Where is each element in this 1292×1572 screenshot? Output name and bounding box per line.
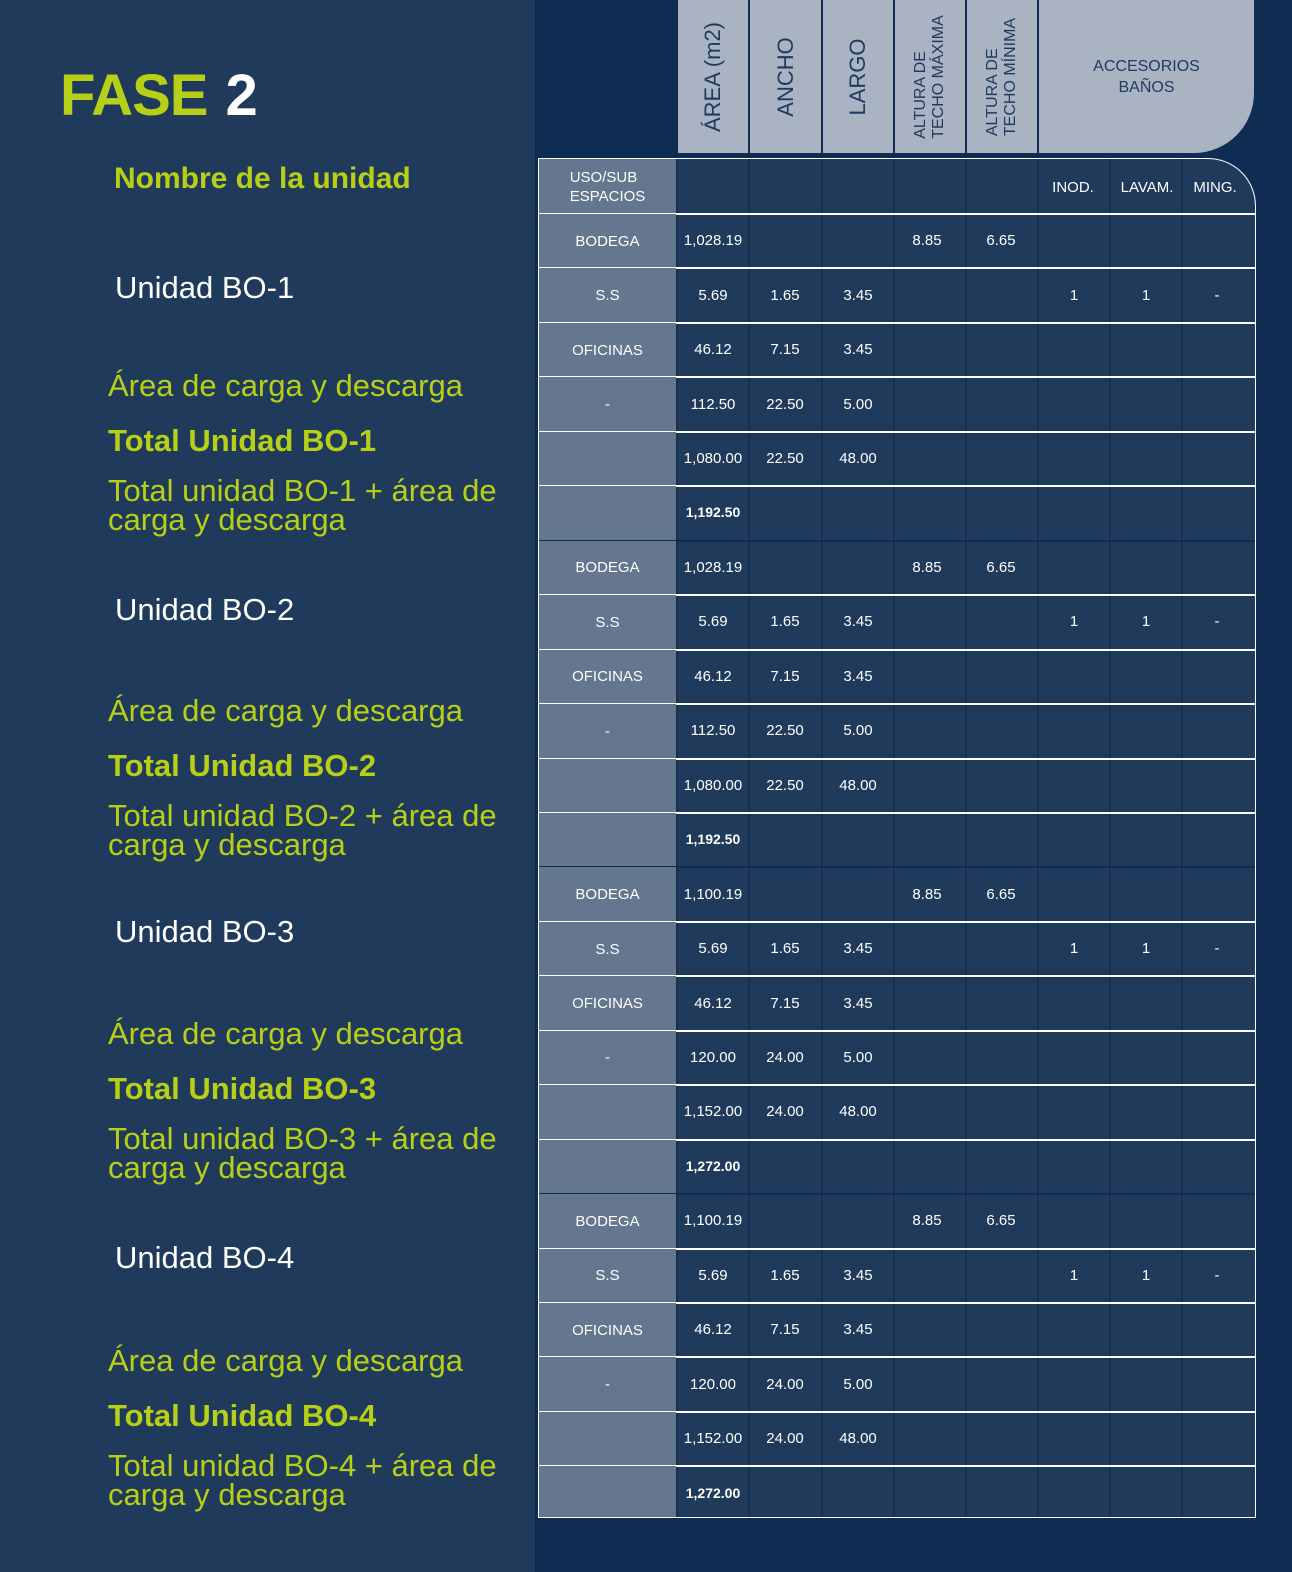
- unit-name: Unidad BO-2: [115, 592, 295, 627]
- cell-largo: 5.00: [843, 1375, 873, 1393]
- cell-largo: 48.00: [839, 776, 877, 794]
- row-label: OFICINAS: [539, 323, 676, 377]
- column-divider: [748, 159, 750, 1517]
- row-label: [539, 759, 676, 813]
- row-label: [539, 486, 676, 540]
- phase-word: FASE: [60, 63, 208, 128]
- row-label: BODEGA: [539, 867, 676, 921]
- cell-hmin: 6.65: [986, 558, 1016, 576]
- unit-total-label: Total Unidad BO-2: [108, 748, 377, 783]
- row-label: OFICINAS: [539, 650, 676, 704]
- cell-area: 46.12: [694, 667, 732, 685]
- cell-largo: 5.00: [843, 395, 873, 413]
- cell-area: 120.00: [690, 1375, 736, 1393]
- row-label: -: [539, 377, 676, 431]
- loading-area-label: Área de carga y descarga: [108, 1016, 463, 1051]
- column-divider: [676, 159, 678, 1517]
- cell-area: 5.69: [698, 286, 728, 304]
- cell-area: 1,028.19: [683, 232, 743, 250]
- cell-area: 46.12: [694, 1321, 732, 1339]
- unit-total-label: Total Unidad BO-3: [108, 1071, 377, 1106]
- cell-area: 1,100.19: [683, 1212, 743, 1230]
- cell-ming: -: [1214, 1266, 1220, 1284]
- cell-largo: 3.45: [843, 667, 873, 685]
- cell-area: 5.69: [698, 940, 728, 958]
- cell-ancho: 22.50: [766, 450, 804, 468]
- row-label: S.S: [539, 1249, 676, 1303]
- unit-total-label: Total Unidad BO-4: [108, 1398, 377, 1433]
- phase-title: [60, 62, 257, 129]
- cell-ancho: 1.65: [770, 1266, 800, 1284]
- cell-area: 5.69: [698, 613, 728, 631]
- row-label: -: [539, 1357, 676, 1411]
- cell-ancho: 24.00: [766, 1048, 804, 1066]
- cell-ancho: 24.00: [766, 1103, 804, 1121]
- column-header-max-height: ALTURA DE TECHO MÁXIMA: [895, 0, 965, 153]
- cell-area: 1,080.00: [683, 450, 743, 468]
- cell-ancho: 22.50: [766, 722, 804, 740]
- phase-number: 2: [225, 63, 257, 128]
- row-label: S.S: [539, 595, 676, 649]
- cell-area: 112.50: [690, 395, 736, 413]
- cell-largo: 3.45: [843, 940, 873, 958]
- row-label: [539, 813, 676, 867]
- cell-area: 5.69: [698, 1266, 728, 1284]
- combined-total-label: Total unidad BO-1 + área de carga y descarga: [108, 473, 497, 537]
- cell-ancho: 7.15: [770, 1321, 800, 1339]
- cell-area: 1,272.00: [685, 1157, 741, 1174]
- column-divider: [1109, 159, 1111, 1517]
- cell-largo: 5.00: [843, 722, 873, 740]
- unit-name: Unidad BO-1: [115, 270, 295, 305]
- column-divider: [893, 159, 895, 1517]
- cell-largo: 48.00: [839, 1103, 877, 1121]
- left-panel: [0, 0, 535, 1572]
- cell-ming: -: [1214, 940, 1220, 958]
- loading-area-label: Área de carga y descarga: [108, 368, 463, 403]
- cell-area: 46.12: [694, 341, 732, 359]
- cell-ancho: 1.65: [770, 613, 800, 631]
- unit-total-label: Total Unidad BO-1: [108, 423, 377, 458]
- cell-ming: -: [1214, 613, 1220, 631]
- combined-total-label: Total unidad BO-2 + área de carga y descarga: [108, 798, 497, 862]
- row-label: BODEGA: [539, 214, 676, 268]
- loading-area-label: Área de carga y descarga: [108, 1343, 463, 1378]
- cell-area: 1,192.50: [685, 504, 741, 521]
- cell-ancho: 24.00: [766, 1375, 804, 1393]
- cell-area: 1,192.50: [685, 831, 741, 848]
- cell-inod: 1: [1069, 613, 1079, 631]
- cell-hmax: 8.85: [912, 1212, 942, 1230]
- cell-area: 120.00: [690, 1048, 736, 1066]
- cell-hmin: 6.65: [986, 232, 1016, 250]
- cell-ming: -: [1214, 286, 1220, 304]
- cell-hmax: 8.85: [912, 558, 942, 576]
- data-table: [538, 158, 1256, 1518]
- column-divider: [821, 159, 823, 1517]
- cell-area: 1,080.00: [683, 776, 743, 794]
- cell-area: 1,100.19: [683, 885, 743, 903]
- cell-lavam: 1: [1141, 940, 1151, 958]
- cell-largo: 5.00: [843, 1048, 873, 1066]
- row-label: BODEGA: [539, 541, 676, 595]
- cell-ancho: 1.65: [770, 940, 800, 958]
- row-label-header: USO/SUB ESPACIOS: [539, 159, 676, 214]
- cell-ancho: 22.50: [766, 395, 804, 413]
- subheader-inod: INOD.: [1052, 179, 1094, 196]
- cell-area: 1,272.00: [685, 1484, 741, 1501]
- cell-hmin: 6.65: [986, 1212, 1016, 1230]
- subheader-lavam: LAVAM.: [1120, 179, 1174, 196]
- cell-inod: 1: [1069, 286, 1079, 304]
- row-label: S.S: [539, 268, 676, 322]
- cell-largo: 3.45: [843, 613, 873, 631]
- combined-total-label: Total unidad BO-4 + área de carga y descarga: [108, 1448, 497, 1512]
- row-label: [539, 1412, 676, 1466]
- cell-area: 1,028.19: [683, 558, 743, 576]
- cell-lavam: 1: [1141, 286, 1151, 304]
- cell-largo: 3.45: [843, 286, 873, 304]
- column-divider: [965, 159, 967, 1517]
- column-header-area: ÁREA (m2): [678, 0, 748, 153]
- cell-largo: 48.00: [839, 450, 877, 468]
- column-header-min-height: ALTURA DE TECHO MÍNIMA: [967, 0, 1037, 153]
- cell-lavam: 1: [1141, 1266, 1151, 1284]
- cell-ancho: 7.15: [770, 341, 800, 359]
- row-label: -: [539, 1031, 676, 1085]
- cell-ancho: 7.15: [770, 994, 800, 1012]
- subheader-ming: MING.: [1193, 179, 1237, 196]
- cell-largo: 48.00: [839, 1430, 877, 1448]
- cell-hmax: 8.85: [912, 885, 942, 903]
- cell-hmin: 6.65: [986, 885, 1016, 903]
- row-label: [539, 432, 676, 486]
- row-label: -: [539, 704, 676, 758]
- row-label: OFICINAS: [539, 1303, 676, 1357]
- cell-ancho: 1.65: [770, 286, 800, 304]
- cell-ancho: 24.00: [766, 1430, 804, 1448]
- cell-ancho: 22.50: [766, 776, 804, 794]
- cell-ancho: 7.15: [770, 667, 800, 685]
- row-label: S.S: [539, 922, 676, 976]
- cell-area: 1,152.00: [683, 1103, 743, 1121]
- cell-inod: 1: [1069, 940, 1079, 958]
- cell-hmax: 8.85: [912, 232, 942, 250]
- cell-lavam: 1: [1141, 613, 1151, 631]
- column-header-accessories: ACCESORIOS BAÑOS: [1039, 0, 1254, 153]
- column-header-largo: LARGO: [823, 0, 893, 153]
- unit-name: Unidad BO-3: [115, 914, 295, 949]
- loading-area-label: Área de carga y descarga: [108, 693, 463, 728]
- cell-area: 1,152.00: [683, 1430, 743, 1448]
- row-label: [539, 1085, 676, 1139]
- row-label: [539, 1466, 676, 1518]
- row-label: BODEGA: [539, 1194, 676, 1248]
- column-divider: [1181, 159, 1183, 1517]
- cell-largo: 3.45: [843, 1266, 873, 1284]
- cell-largo: 3.45: [843, 341, 873, 359]
- column-header-ancho: ANCHO: [750, 0, 821, 153]
- cell-largo: 3.45: [843, 994, 873, 1012]
- cell-inod: 1: [1069, 1266, 1079, 1284]
- row-label: OFICINAS: [539, 976, 676, 1030]
- column-header-bar: [678, 0, 1254, 153]
- row-label: [539, 1140, 676, 1194]
- unit-name: Unidad BO-4: [115, 1240, 295, 1275]
- combined-total-label: Total unidad BO-3 + área de carga y descarga: [108, 1121, 497, 1185]
- unit-name-header: Nombre de la unidad: [114, 162, 411, 195]
- cell-area: 46.12: [694, 994, 732, 1012]
- column-divider: [1037, 159, 1039, 1517]
- cell-largo: 3.45: [843, 1321, 873, 1339]
- cell-area: 112.50: [690, 722, 736, 740]
